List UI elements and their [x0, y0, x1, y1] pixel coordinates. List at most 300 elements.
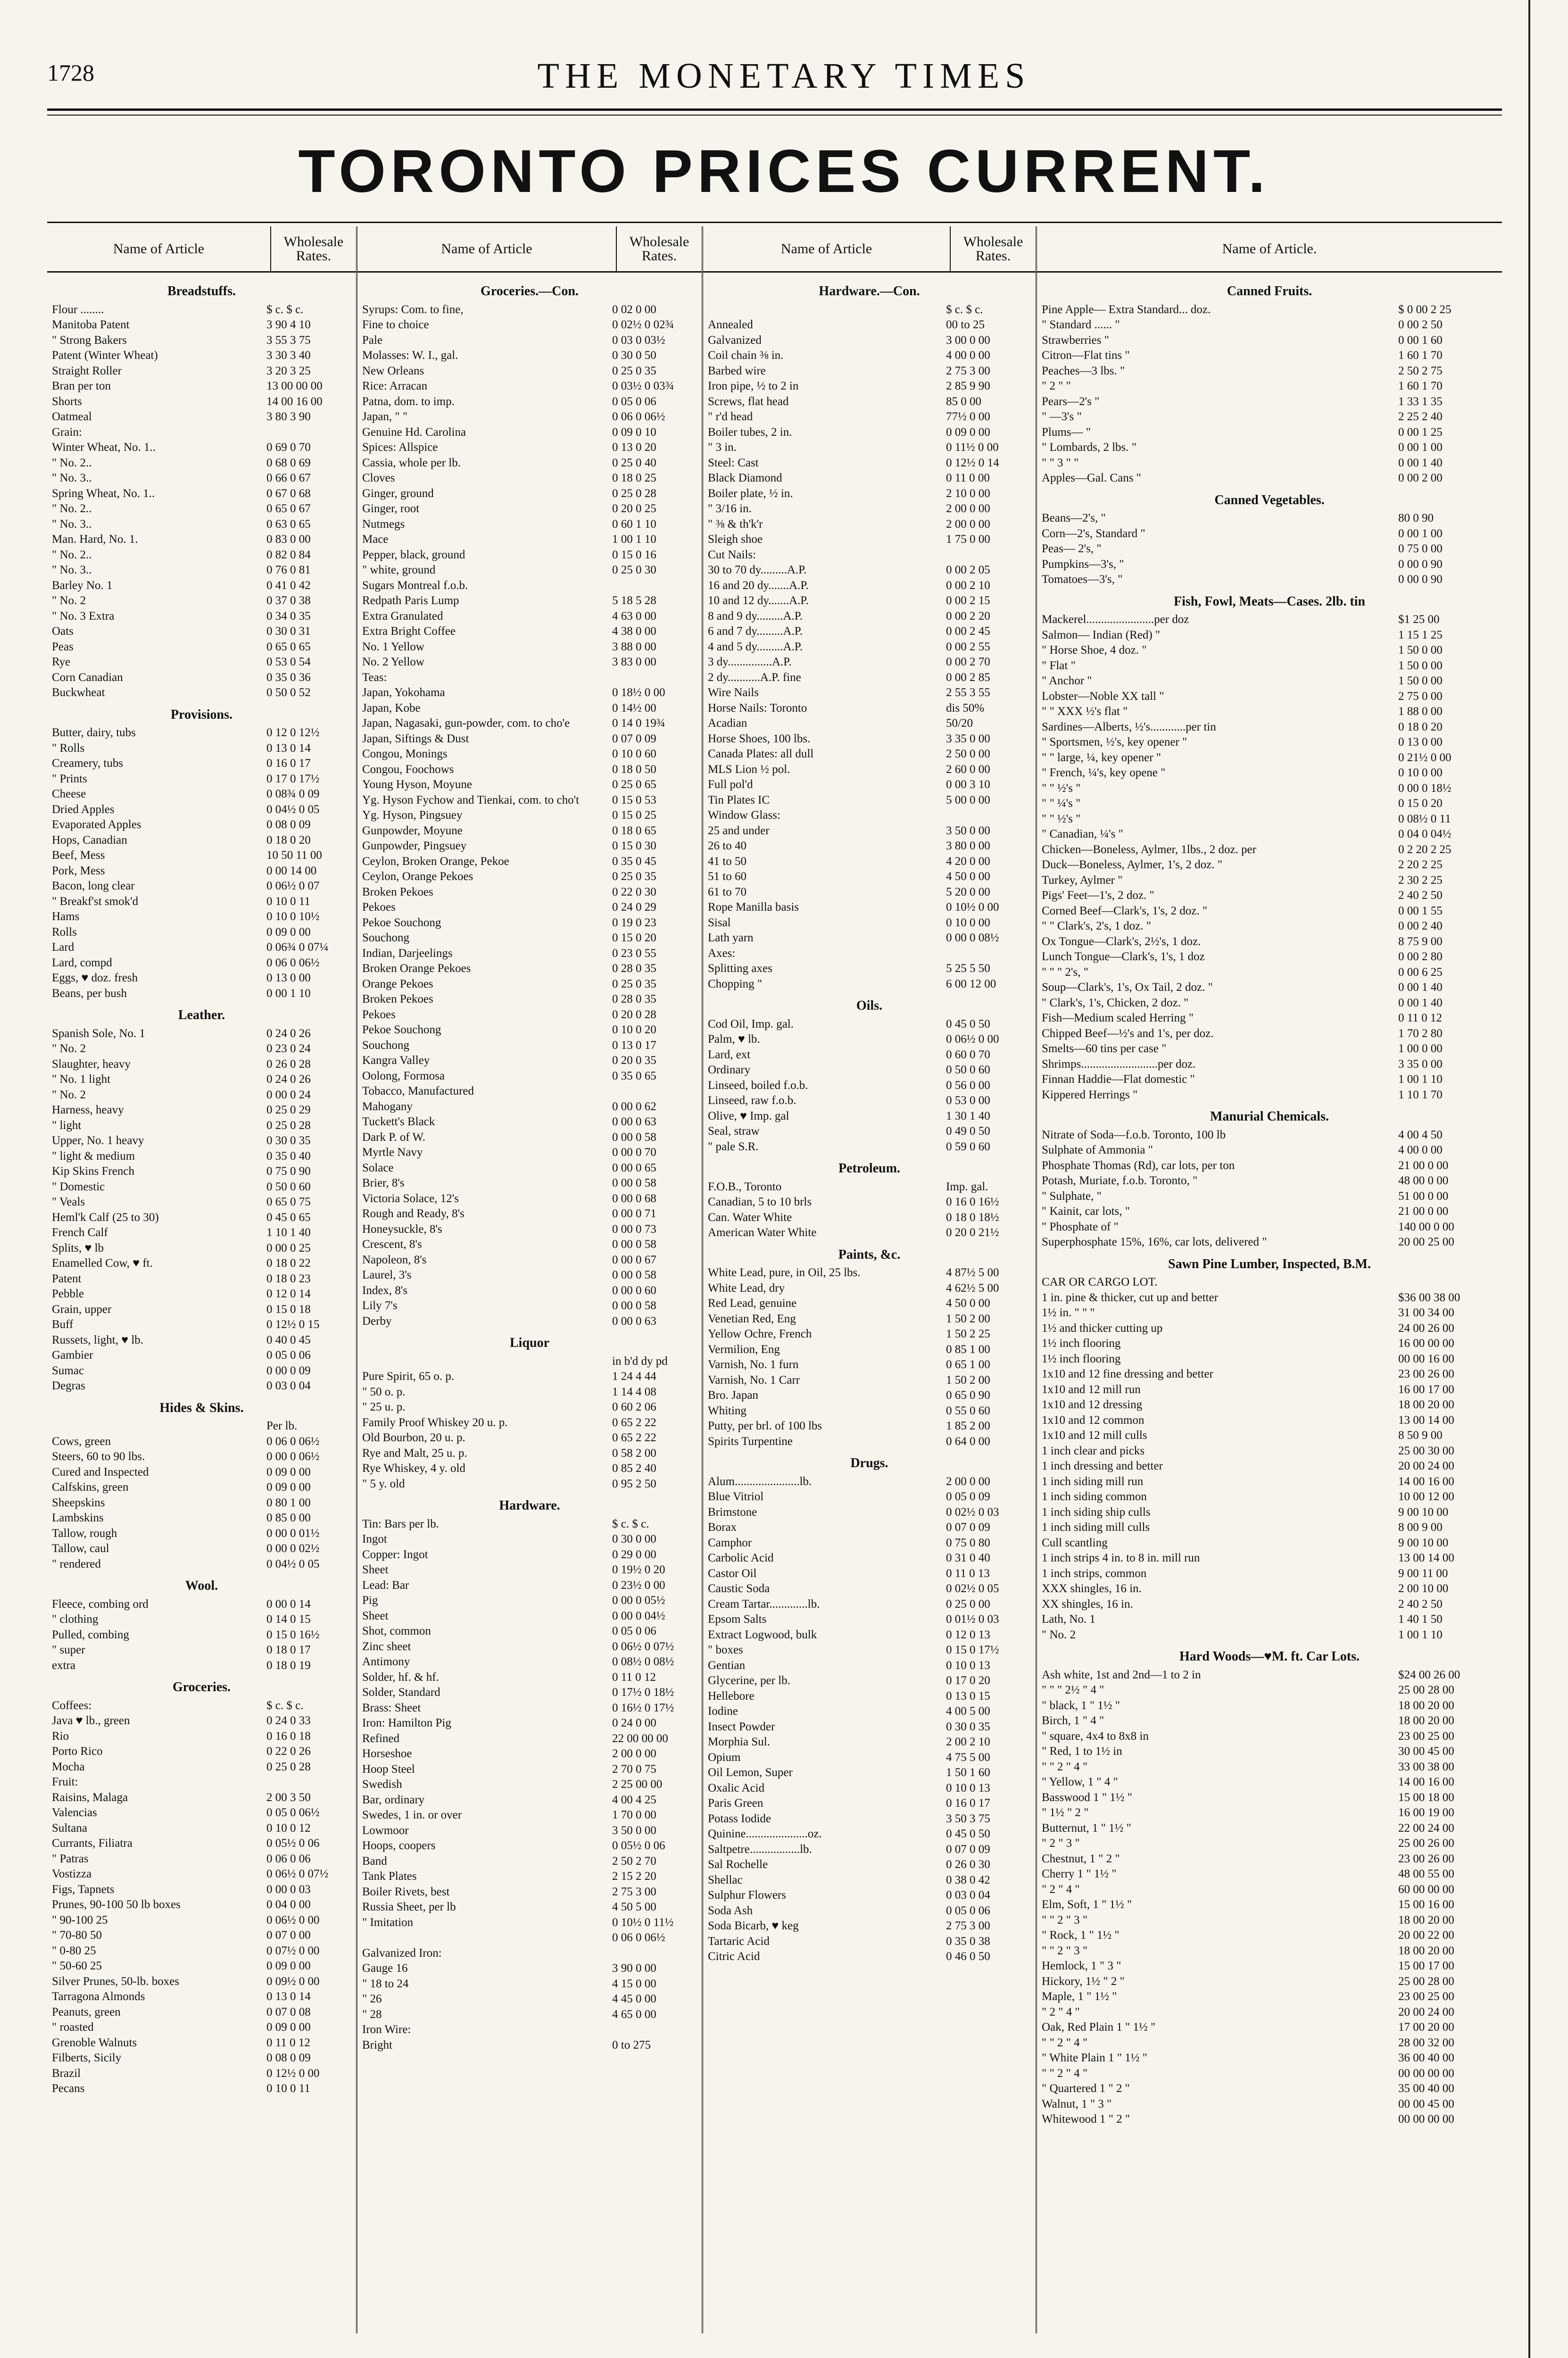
wholesale-rate: 0 67 0 68	[266, 487, 311, 500]
wholesale-rate: 1 00 1 10	[1398, 1628, 1443, 1641]
article-name: Yellow Ochre, French	[708, 1328, 812, 1340]
price-row	[1042, 1072, 1497, 1088]
price-row	[1042, 735, 1497, 750]
article-name: Basswood 1 " 1½ "	[1042, 1791, 1132, 1804]
wholesale-rate: 4 87½ 5 00	[946, 1266, 999, 1279]
price-row	[708, 977, 1031, 992]
article-name: Rice: Arracan	[362, 380, 428, 392]
article-name: Citric Acid	[708, 1950, 760, 1963]
price-row	[1042, 1336, 1497, 1352]
price-row	[362, 1716, 697, 1731]
price-row	[1042, 1551, 1497, 1566]
price-row	[1042, 827, 1497, 842]
wholesale-rate: 0 06½ 0 00	[946, 1033, 999, 1046]
article-name: Alum......................lb.	[708, 1475, 812, 1488]
article-name: Tarragona Almonds	[52, 1990, 145, 2003]
article-name: Splitting axes	[708, 962, 772, 975]
wholesale-rate: 0 25 0 35	[612, 364, 656, 377]
price-row	[1042, 1805, 1497, 1821]
wholesale-rate: 0 00 3 10	[946, 778, 990, 791]
wholesale-rate: 0 20 0 21½	[946, 1226, 999, 1239]
wholesale-rate: 0 09 0 00	[266, 1959, 311, 1972]
column-header	[47, 226, 356, 273]
article-name: Creamery, tubs	[52, 757, 124, 770]
price-row	[708, 731, 1031, 747]
article-name: Superphosphate 15%, 16%, car lots, delivered "	[1042, 1236, 1267, 1248]
article-name: Swedes, 1 in. or over	[362, 1809, 462, 1821]
column-header	[357, 226, 702, 273]
article-name: Plums— "	[1042, 425, 1091, 439]
price-row	[1042, 904, 1497, 919]
wholesale-rate: Per lb.	[266, 1420, 298, 1432]
price-row	[52, 909, 351, 925]
price-row	[708, 885, 1031, 900]
article-name: Extra Granulated	[362, 609, 443, 623]
wholesale-rate: 4 00 5 00	[946, 1705, 990, 1718]
wholesale-rate: 0 06½ 0 07½	[266, 1868, 329, 1880]
wholesale-rate: 0 00 0 65	[612, 1161, 656, 1174]
price-row	[1042, 1683, 1497, 1698]
wholesale-rate: 0 10 0 60	[612, 747, 656, 760]
wholesale-rate: 0 10½ 0 00	[946, 901, 999, 913]
wholesale-rate	[1393, 1275, 1497, 1290]
article-name: Oolong, Formosa	[362, 1069, 445, 1082]
wholesale-rate: 140 00 0 00	[1398, 1220, 1454, 1233]
article-name: Dried Apples	[52, 803, 115, 816]
wholesale-rate: 0 76 0 81	[266, 564, 311, 576]
price-row	[1042, 2066, 1497, 2082]
wholesale-rate: 0 38 0 42	[946, 1873, 990, 1886]
article-name: Boiler tubes, 2 in.	[708, 425, 792, 439]
price-row	[1042, 1275, 1497, 1290]
price-row	[362, 1746, 697, 1762]
price-row	[708, 440, 1031, 456]
wholesale-rate: 1 40 1 50	[1398, 1613, 1443, 1626]
section-title: Groceries.—Con.	[481, 284, 579, 299]
wholesale-rate: 0 13 0 00	[1398, 736, 1443, 748]
wholesale-rate: 0 00 0 02½	[266, 1542, 320, 1555]
wholesale-rate: 0 82 0 84	[266, 548, 311, 561]
price-row	[362, 915, 697, 931]
price-row	[708, 793, 1031, 808]
wholesale-rate: 2 40 2 50	[1398, 889, 1443, 902]
wholesale-rate: 4 00 4 50	[1398, 1128, 1443, 1141]
article-name	[362, 1354, 606, 1370]
price-table	[47, 226, 1502, 2333]
wholesale-rate: 10 00 12 00	[1398, 1490, 1454, 1503]
price-row	[362, 1654, 697, 1670]
wholesale-rate: 8 75 9 00	[1398, 935, 1443, 948]
price-row	[362, 1114, 697, 1130]
wholesale-rate: 0 06 0 06½	[266, 1435, 320, 1448]
article-name: " No. 3..	[52, 472, 92, 484]
wholesale-rate: 24 00 26 00	[1398, 1321, 1454, 1335]
wholesale-rate: 0 56 0 00	[946, 1079, 990, 1092]
wholesale-rate: 3 35 0 00	[1398, 1057, 1443, 1071]
price-row	[708, 394, 1031, 410]
article-name: " 1½ " 2 "	[1042, 1806, 1089, 1819]
article-name: Teas:	[362, 671, 387, 684]
price-row	[708, 1750, 1031, 1766]
price-row	[362, 1298, 697, 1314]
price-row	[362, 1415, 697, 1431]
header-rates: Wholesale Rates.	[950, 226, 1036, 271]
article-name: Valencias	[52, 1806, 97, 1819]
article-name: " Clark's, 1's, Chicken, 2 doz. "	[1042, 996, 1189, 1009]
wholesale-rate: 0 26 0 30	[946, 1858, 990, 1871]
article-name: Beef, Mess	[52, 849, 105, 862]
article-name: Patent	[52, 1272, 82, 1285]
price-row	[52, 2051, 351, 2066]
wholesale-rate: 23 00 25 00	[1398, 1729, 1454, 1743]
wholesale-rate: 0 23 0 24	[266, 1042, 311, 1055]
price-row	[1042, 1668, 1497, 1683]
wholesale-rate: 0 85 2 40	[612, 1462, 656, 1475]
price-row	[362, 1268, 697, 1283]
wholesale-rate: 18 00 20 00	[1398, 1398, 1454, 1411]
price-row	[708, 425, 1031, 440]
wholesale-rate: 2 00 10 00	[1398, 1582, 1449, 1595]
price-row	[362, 394, 697, 410]
article-name: " clothing	[52, 1613, 99, 1626]
price-row	[362, 1430, 697, 1446]
price-row	[362, 578, 697, 594]
price-row	[52, 1041, 351, 1057]
wholesale-rate: 23 00 26 00	[1398, 1852, 1454, 1865]
wholesale-rate: 0 00 0 01½	[266, 1527, 320, 1540]
article-name: Soda Ash	[708, 1904, 753, 1917]
wholesale-rate: 0 00 0 71	[612, 1207, 656, 1220]
wholesale-rate: 0 00 0 63	[612, 1314, 656, 1328]
article-name: Bran per ton	[52, 380, 111, 392]
article-name: Bar, ordinary	[362, 1793, 425, 1806]
wholesale-rate: 0 00 0 58	[612, 1238, 656, 1251]
price-row	[708, 1903, 1031, 1919]
price-row	[1042, 888, 1497, 904]
price-row	[362, 409, 697, 425]
wholesale-rate: 0 00 0 06½	[266, 1450, 320, 1463]
price-row	[362, 1314, 697, 1329]
wholesale-rate: 0 00 1 00	[1398, 527, 1443, 540]
article-name: 1½ inch flooring	[1042, 1352, 1121, 1365]
article-name: Japan, " "	[362, 410, 408, 423]
wholesale-rate: 0 30 0 35	[946, 1720, 990, 1733]
article-name: Iron pipe, ½ to 2 in	[708, 380, 799, 392]
price-row	[1042, 2035, 1497, 2051]
price-row	[362, 961, 697, 977]
article-name: Broken Pekoes	[362, 993, 433, 1005]
article-name: Orange Pekoes	[362, 977, 433, 990]
wholesale-rate: 0 00 0 25	[266, 1241, 311, 1254]
article-name: Brazil	[52, 2067, 81, 2080]
article-name: Enamelled Cow, ♥ ft.	[52, 1257, 153, 1270]
article-name: " " 2 " 3 "	[1042, 1944, 1088, 1957]
top-rule	[47, 108, 1502, 111]
wholesale-rate: 2 50 0 00	[946, 747, 990, 760]
article-name: " " 2 " 3 "	[1042, 1913, 1088, 1926]
price-row	[52, 1133, 351, 1149]
wholesale-rate: 0 11 0 00	[946, 472, 990, 484]
wholesale-rate: 0 13 0 20	[612, 441, 656, 454]
article-name: Lowmoor	[362, 1824, 409, 1837]
wholesale-rate: 00 00 00 00	[1398, 2113, 1454, 2126]
wholesale-rate: 0 09 0 00	[266, 1481, 311, 1494]
wholesale-rate: 2 25 00 00	[612, 1778, 663, 1791]
article-name: " rendered	[52, 1557, 101, 1570]
price-row	[708, 1032, 1031, 1047]
wholesale-rate: 0 18 0 18½	[946, 1211, 999, 1224]
article-name: 1 inch siding mill culls	[1042, 1521, 1150, 1534]
article-name: Steel: Cast	[708, 456, 759, 469]
price-row	[52, 955, 351, 971]
price-row	[362, 946, 697, 962]
price-row	[52, 1612, 351, 1627]
wholesale-rate: 0 15 0 53	[612, 793, 656, 806]
article-name: Morphia Sul.	[708, 1735, 770, 1748]
wholesale-rate: 0 00 2 00	[1398, 472, 1443, 484]
article-name: Quinine.....................oz.	[708, 1827, 822, 1840]
price-row	[708, 1093, 1031, 1109]
price-row	[362, 1069, 697, 1084]
article-name: Antimony	[362, 1655, 410, 1668]
wholesale-rate	[606, 2022, 697, 2038]
price-row	[708, 1689, 1031, 1704]
wholesale-rate: 0 35 0 36	[266, 671, 311, 684]
article-name: No. 2 Yellow	[362, 656, 424, 668]
article-name: " white, ground	[362, 564, 436, 576]
header-rates: Wholesale Rates.	[616, 226, 702, 271]
wholesale-rate: 0 15 0 16	[612, 548, 656, 561]
wholesale-rate: 0 12 0 14	[266, 1287, 311, 1300]
article-name: Sheepskins	[52, 1496, 105, 1509]
wholesale-rate: 0 00 0 58	[612, 1130, 656, 1144]
article-name: Pecans	[52, 2082, 85, 2095]
price-row	[52, 2066, 351, 2082]
article-name: " Phosphate of "	[1042, 1220, 1119, 1233]
article-name: Ceylon, Orange Pekoes	[362, 870, 473, 883]
article-name: 1 inch siding common	[1042, 1490, 1147, 1503]
wholesale-rate: 0 31 0 40	[946, 1552, 990, 1564]
wholesale-rate: 0 09 0 00	[266, 925, 311, 938]
article-name: Spirits Turpentine	[708, 1435, 793, 1448]
price-row	[52, 1480, 351, 1495]
price-row	[708, 1139, 1031, 1155]
article-name: Tin Plates IC	[708, 793, 770, 806]
price-row	[708, 501, 1031, 517]
article-name: Vostizza	[52, 1868, 92, 1880]
price-row	[1042, 1882, 1497, 1898]
price-row	[708, 1627, 1031, 1643]
article-name: Buff	[52, 1318, 74, 1331]
price-row	[708, 333, 1031, 349]
price-row	[52, 894, 351, 910]
price-row	[52, 578, 351, 594]
column-header	[703, 226, 1036, 273]
article-name: " 25 u. p.	[362, 1401, 406, 1413]
price-row	[1042, 949, 1497, 965]
article-name: 2 dy...........A.P. fine	[708, 671, 801, 684]
article-name: Blue Vitriol	[708, 1490, 764, 1503]
article-name: " No. 2	[1042, 1628, 1076, 1641]
article-name: Man. Hard, No. 1.	[52, 533, 138, 546]
price-row	[1042, 1088, 1497, 1103]
article-name: XX shingles, 16 in.	[1042, 1597, 1133, 1611]
price-row	[52, 1760, 351, 1775]
article-name: Beans—2's, "	[1042, 512, 1106, 524]
wholesale-rate: Imp. gal.	[946, 1180, 988, 1193]
article-name: Shorts	[52, 395, 82, 408]
article-name: 8 and 9 dy.........A.P.	[708, 609, 803, 623]
wholesale-rate: 14 00 16 00	[266, 395, 323, 408]
wholesale-rate: 0 16½ 0 17½	[612, 1701, 674, 1714]
article-name: Can. Water White	[708, 1211, 792, 1224]
article-name: Souchong	[362, 1038, 409, 1052]
wholesale-rate: 23 00 26 00	[1398, 1368, 1454, 1380]
article-name: Sleigh shoe	[708, 533, 763, 546]
article-name: Tuckett's Black	[362, 1115, 435, 1128]
wholesale-rate: 13 00 14 00	[1398, 1552, 1454, 1564]
price-row	[708, 1210, 1031, 1226]
price-row	[1042, 673, 1497, 689]
wholesale-rate: 0 18 0 50	[612, 763, 656, 776]
price-row	[1042, 394, 1497, 410]
article-name: " Canadian, ¼'s "	[1042, 828, 1123, 840]
price-row	[708, 946, 1031, 962]
wholesale-rate: 0 03 0 04	[266, 1379, 311, 1392]
price-row	[1042, 1290, 1497, 1306]
wholesale-rate: 0 10 0 20	[612, 1023, 656, 1036]
article-name: White Lead, dry	[708, 1281, 785, 1295]
price-row	[362, 1808, 697, 1823]
wholesale-rate: 0 95 2 50	[612, 1477, 656, 1490]
wholesale-rate: 0 10 0 00	[1398, 766, 1443, 779]
wholesale-rate: 1 70 2 80	[1398, 1027, 1443, 1040]
article-name: Slaughter, heavy	[52, 1057, 131, 1071]
article-name: Flour ........	[52, 303, 104, 316]
wholesale-rate: 0 00 0 04½	[612, 1609, 665, 1622]
article-name: Family Proof Whiskey 20 u. p.	[362, 1416, 508, 1429]
wholesale-rate: 18 00 20 00	[1398, 1913, 1454, 1926]
wholesale-rate: 0 25 0 40	[612, 456, 656, 469]
wholesale-rate: 0 65 0 75	[266, 1196, 311, 1208]
wholesale-rate	[606, 670, 697, 686]
wholesale-rate: 2 75 3 00	[946, 364, 990, 377]
wholesale-rate: 0 18 0 17	[266, 1644, 311, 1656]
wholesale-rate: 0 65 2 22	[612, 1416, 656, 1429]
article-name: " No. 3..	[52, 517, 92, 531]
article-name: " 5 y. old	[362, 1477, 405, 1490]
price-row	[708, 869, 1031, 885]
price-row	[708, 1888, 1031, 1903]
price-row	[1042, 557, 1497, 573]
article-name: " 3/16 in.	[708, 502, 752, 515]
price-row	[52, 501, 351, 517]
price-row	[52, 1867, 351, 1882]
page-edge-line	[1528, 0, 1530, 2358]
price-row	[52, 1363, 351, 1379]
article-name: Oxalic Acid	[708, 1781, 765, 1794]
price-row	[362, 1624, 697, 1639]
price-row	[52, 741, 351, 756]
article-name: Ingot	[362, 1533, 387, 1545]
price-row	[708, 854, 1031, 870]
wholesale-rate: 0 06½ 0 00	[266, 1913, 320, 1926]
wholesale-rate: 3 50 3 75	[946, 1812, 990, 1825]
price-row	[52, 1317, 351, 1333]
price-row	[52, 1959, 351, 1974]
price-row	[1042, 1627, 1497, 1643]
article-name: Straight Roller	[52, 364, 122, 377]
price-row	[52, 1790, 351, 1806]
wholesale-rate: 0 11 0 12	[266, 2036, 310, 2049]
price-row	[1042, 1026, 1497, 1042]
price-row	[1042, 796, 1497, 812]
price-row	[1042, 1444, 1497, 1459]
wholesale-rate	[606, 1084, 697, 1099]
wholesale-rate: 4 75 5 00	[946, 1751, 990, 1764]
article-name: " Imitation	[362, 1916, 414, 1929]
wholesale-rate: $ c. $ c.	[946, 303, 983, 316]
article-name: Sardines—Alberts, ½'s............per tin	[1042, 720, 1216, 733]
price-row	[1042, 1220, 1497, 1235]
article-name: Extract Logwood, bulk	[708, 1628, 817, 1641]
wholesale-rate: 10 50 11 00	[266, 849, 322, 862]
column-body	[703, 273, 1036, 1965]
price-row	[708, 670, 1031, 686]
wholesale-rate: 0 35 0 65	[612, 1069, 656, 1082]
wholesale-rate: 0 00 0 58	[612, 1177, 656, 1189]
article-name: Carbolic Acid	[708, 1552, 774, 1564]
wholesale-rate: 0 15 0 30	[612, 839, 656, 852]
article-name: Solder, hf. & hf.	[362, 1670, 439, 1684]
article-name: XXX shingles, 16 in.	[1042, 1582, 1142, 1595]
price-row	[362, 655, 697, 670]
price-row	[1042, 1597, 1497, 1612]
wholesale-rate: 4 50 5 00	[612, 1901, 656, 1913]
article-name: 1 inch dressing and better	[1042, 1460, 1163, 1472]
article-name: 1½ in. " " "	[1042, 1306, 1095, 1319]
wholesale-rate: 0 58 2 00	[612, 1446, 656, 1460]
price-row	[362, 1283, 697, 1299]
article-name: Patent (Winter Wheat)	[52, 349, 158, 362]
article-name: Hoops, coopers	[362, 1839, 436, 1852]
wholesale-rate: 00 to 25	[946, 318, 985, 331]
price-row	[708, 379, 1031, 394]
price-row	[708, 1373, 1031, 1388]
article-name: Lard	[52, 941, 75, 954]
price-row	[362, 639, 697, 655]
price-row	[1042, 658, 1497, 674]
wholesale-rate: 18 00 20 00	[1398, 1714, 1454, 1727]
wholesale-rate: 0 14½ 00	[612, 701, 656, 714]
price-row	[1042, 1612, 1497, 1627]
price-row	[708, 1281, 1031, 1296]
price-row	[708, 624, 1031, 639]
price-row	[52, 1852, 351, 1867]
price-row	[362, 869, 697, 885]
wholesale-rate: 1 24 4 44	[612, 1370, 656, 1383]
wholesale-rate: 0 2 20 2 25	[1398, 843, 1452, 856]
price-row	[52, 1271, 351, 1287]
wholesale-rate: 4 50 0 00	[946, 1297, 990, 1310]
article-name: Pekoes	[362, 1008, 396, 1021]
article-name: " Anchor "	[1042, 674, 1092, 687]
article-name: Glycerine, per lb.	[708, 1674, 790, 1687]
price-row	[362, 992, 697, 1007]
article-name: Cod Oil, Imp. gal.	[708, 1017, 794, 1030]
price-row	[52, 925, 351, 940]
price-row	[708, 1357, 1031, 1373]
